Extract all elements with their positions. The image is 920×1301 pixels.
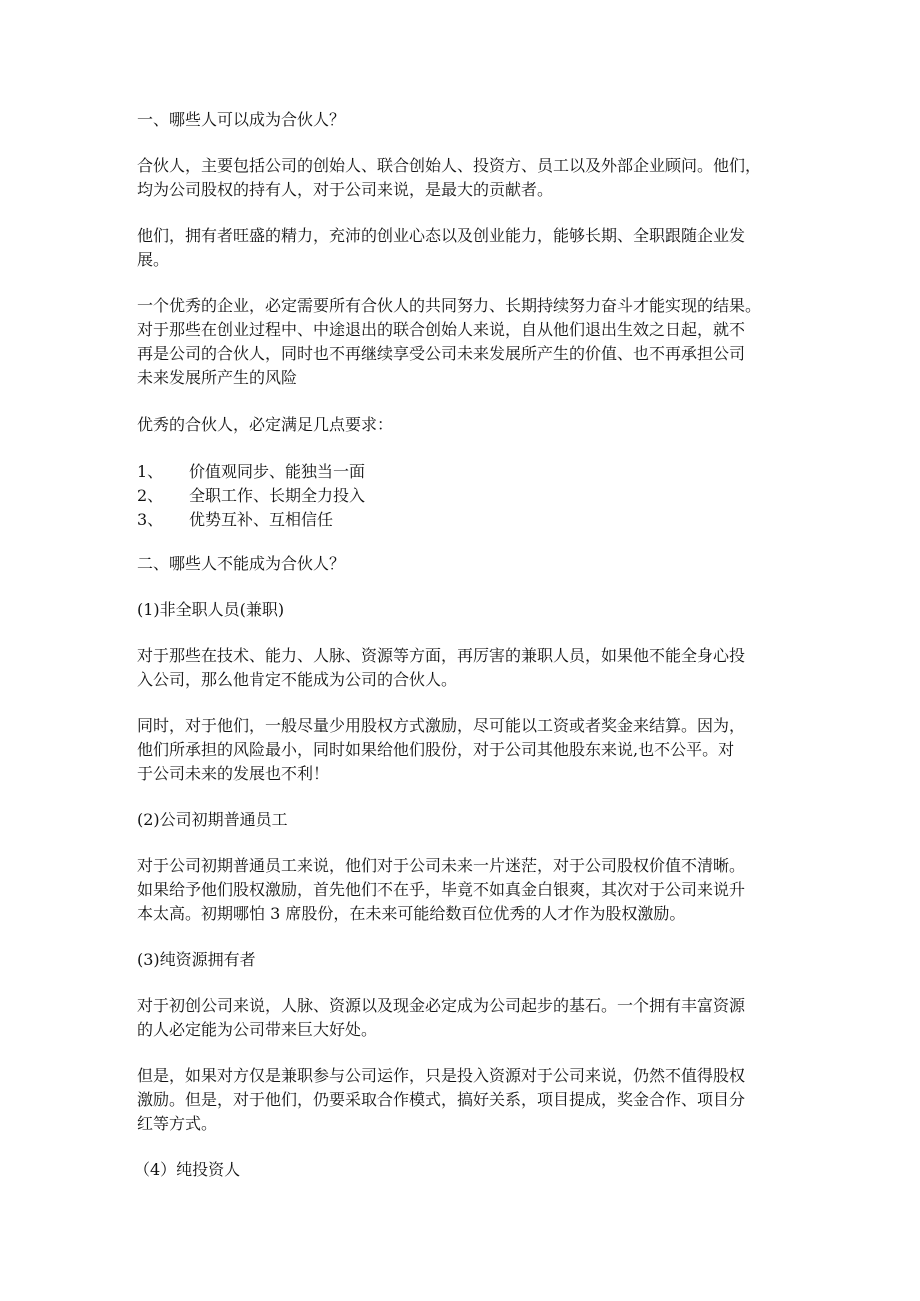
subsection-heading: （4）纯投资人 bbox=[134, 1160, 241, 1179]
paragraph-line: 未来发展所产生的风险 bbox=[137, 368, 298, 387]
paragraph-line: 红等方式。 bbox=[137, 1114, 218, 1133]
paragraph-line: 他们所承担的风险最小，同时如果给他们股份，对于公司其他股东来说,也不公平。对 bbox=[137, 740, 735, 759]
paragraph-line: 优秀的合伙人，必定满足几点要求： bbox=[137, 415, 394, 434]
list-item bbox=[137, 460, 365, 484]
paragraph-line: 本太高。初期哪怕 3 席股份，在未来可能给数百位优秀的人才作为股权激励。 bbox=[137, 904, 686, 923]
list-item bbox=[137, 508, 333, 532]
paragraph-line: 对于公司初期普通员工来说，他们对于公司未来一片迷茫，对于公司股权价值不清晰。 bbox=[137, 856, 746, 875]
list-text: 全职工作、长期全力投入 bbox=[189, 486, 366, 505]
paragraph-line: 对于那些在创业过程中、中途退出的联合创始人来说，自从他们退出生效之日起，就不 bbox=[137, 320, 746, 339]
paragraph-line: 对于那些在技术、能力、人脉、资源等方面，再厉害的兼职人员，如果他不能全身心投 bbox=[137, 646, 746, 665]
paragraph-line: 展。 bbox=[137, 250, 170, 269]
paragraph-line: 于公司未来的发展也不利！ bbox=[137, 764, 330, 783]
paragraph-line: 均为公司股权的持有人，对于公司来说，是最大的贡献者。 bbox=[137, 180, 554, 199]
paragraph-line: 但是，如果对方仅是兼职参与公司运作，只是投入资源对于公司来说，仍然不值得股权 bbox=[137, 1066, 746, 1085]
subsection-heading: (1)非全职人员(兼职) bbox=[137, 600, 285, 619]
paragraph-line: 再是公司的合伙人，同时也不再继续享受公司未来发展所产生的价值、也不再承担公司 bbox=[137, 344, 746, 363]
paragraph-line: 对于初创公司来说，人脉、资源以及现金必定成为公司起步的基石。一个拥有丰富资源 bbox=[137, 996, 746, 1015]
subsection-heading: (2)公司初期普通员工 bbox=[137, 810, 288, 829]
list-text: 优势互补、互相信任 bbox=[189, 510, 334, 529]
section-heading-1: 一、哪些人可以成为合伙人？ bbox=[137, 110, 346, 129]
list-number: 3、 bbox=[137, 510, 164, 529]
paragraph-line: 如果给予他们股权激励，首先他们不在乎，毕竟不如真金白银爽，其次对于公司来说升 bbox=[137, 880, 746, 899]
paragraph-line: 合伙人，主要包括公司的创始人、联合创始人、投资方、员工以及外部企业顾问。他们， bbox=[137, 156, 762, 175]
section-heading-2: 二、哪些人不能成为合伙人？ bbox=[137, 554, 346, 573]
subsection-heading: (3)纯资源拥有者 bbox=[137, 950, 256, 969]
paragraph-line: 激励。但是，对于他们，仍要采取合作模式，搞好关系，项目提成，奖金合作、项目分 bbox=[137, 1090, 746, 1109]
paragraph-line: 同时，对于他们，一般尽量少用股权方式激励，尽可能以工资或者奖金来结算。因为， bbox=[137, 716, 746, 735]
paragraph-line: 他们，拥有者旺盛的精力，充沛的创业心态以及创业能力，能够长期、全职跟随企业发 bbox=[137, 226, 746, 245]
list-item bbox=[137, 484, 365, 508]
paragraph-line: 一个优秀的企业，必定需要所有合伙人的共同努力、长期持续努力奋斗才能实现的结果。 bbox=[137, 296, 762, 315]
list-number: 2、 bbox=[137, 486, 164, 505]
list-text: 价值观同步、能独当一面 bbox=[189, 462, 366, 481]
paragraph-line: 的人必定能为公司带来巨大好处。 bbox=[137, 1020, 378, 1039]
paragraph-line: 入公司，那么他肯定不能成为公司的合伙人。 bbox=[137, 670, 458, 689]
list-number: 1、 bbox=[137, 462, 164, 481]
